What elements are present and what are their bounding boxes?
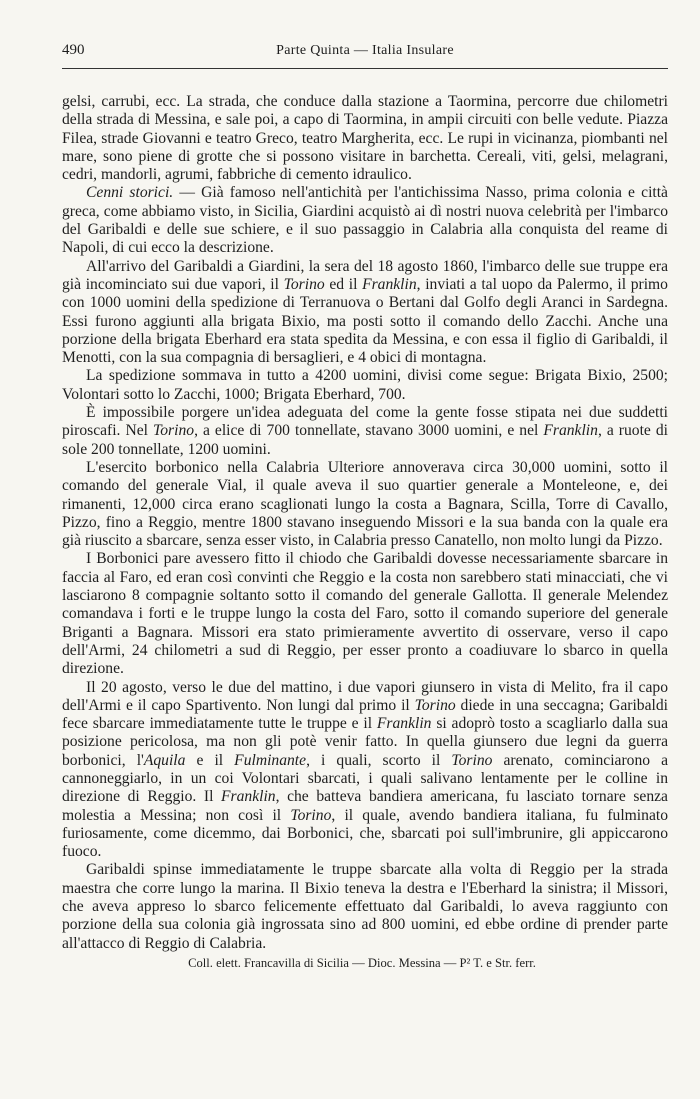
italic-term: Torino <box>153 422 195 440</box>
italic-term: Franklin <box>543 422 598 440</box>
italic-term: Aquila <box>143 751 186 769</box>
italic-term: Franklin <box>376 715 432 733</box>
page-number: 490 <box>62 42 85 58</box>
paragraph: gelsi, carrubi, ecc. La strada, che conduce dalla stazione a Taormina, percorre due chilometri della strada di Messina, e sale poi, a capo di Taormina, in ampii circuiti con belle vedute. Piazza Filea, strade Giovanni e teatro Greco, teatro Margherita, ecc. Le rupi in vicinanza, piombanti nel mare, sono piene di grotte che si possono visitare in barchetta. Cereali, viti, gelsi, melagrani, cedri, mandorli, agrumi, fabbriche di cemento idraulico. <box>62 93 668 184</box>
paragraph: È impossibile porgere un'idea adeguata del come la gente fosse stipata nei due suddetti piroscafi. Nel Torino, a elice di 700 tonnellate, stavano 3000 uomini, e nel Franklin, a ruote di sole 200 tonnellate, 1200 uomini. <box>62 404 668 458</box>
paragraph: Cenni storici. — Già famoso nell'antichità per l'antichissima Nasso, prima colonia e città greca, come abbiamo visto, in Sicilia, Giardini acquistò ai dì nostri nuova celebrità per l'imbarco del Garibaldi e delle sue schiere, e il suo passaggio in Calabria alla conquista del reame di Napoli, di cui ecco la descrizione. <box>62 184 668 257</box>
page-header <box>62 40 668 70</box>
paragraph: I Borbonici pare avessero fitto il chiodo che Garibaldi dovesse necessariamente sbarcare in faccia al Faro, ed eran così convinti che Reggio e la costa non sarebbero stati minacciati, che vi lasciarono 8 compagnie soltanto sotto il comando del generale Gallotta. Il generale Melendez comandava i forti e le truppe lungo la costa del Faro, sotto il comando superiore del generale Briganti a Bagnara. Missori era stato primieramente avvertito di osservare, verso il capo dell'Armi, 24 chilometri a sud di Reggio, per esser pronto a coadiuvare lo sbarco in quella direzione. <box>62 550 668 678</box>
running-title: Parte Quinta — Italia Insulare <box>276 43 454 58</box>
italic-term: Torino <box>414 696 456 714</box>
italic-term: Torino <box>290 806 332 824</box>
italic-term: Torino <box>283 275 325 293</box>
paragraph: L'esercito borbonico nella Calabria Ulteriore annoverava circa 30,000 uomini, sotto il comando del generale Vial, il quale aveva il suo quartier generale a Monteleone, e, dei rimanenti, 12,000 circa erano scaglionati lungo la costa a Bagnara, Scilla, Torre di Cavallo, Pizzo, fino a Reggio, mentre 1800 stavano inseguendo Missori e la sua banda con la quale era già riuscito a sbarcare, senza esser visto, in Calabria presso Canatello, non molto lungi da Pizzo. <box>62 458 668 550</box>
italic-term: Cenni storici. <box>86 184 174 202</box>
body-text <box>62 93 668 972</box>
paragraph: Garibaldi spinse immediatamente le truppe sbarcate alla volta di Reggio per la strada maestra che corre lungo la marina. Il Bixio teneva la destra e l'Eberhard la sinistra; il Missori, che aveva appreso lo sbarco felicemente effettuato dal Garibaldi, lo aveva raggiunto con porzione della sua colonia già ingrossata sino ad 800 uomini, ed ebbe ordine di prender parte all'attacco di Reggio di Calabria. <box>62 861 668 952</box>
italic-term: Franklin <box>221 788 276 806</box>
footer-note: Coll. elett. Francavilla di Sicilia — Dioc. Messina — P² T. e Str. ferr. <box>188 955 536 970</box>
header-rule <box>62 68 668 69</box>
paragraph: All'arrivo del Garibaldi a Giardini, la sera del 18 agosto 1860, l'imbarco delle sue truppe era già incominciato sui due vapori, il Torino ed il Franklin, inviati a tal uopo da Palermo, il primo con 1000 uomini della spedizione di Terranuova o Bertani dal Golfo degli Aranci in Sardegna. Essi furono aggiunti alla brigata Bixio, ma posti sotto il comando dello Zacchi. Anche una porzione della brigata Eberhard era stata spedita da Messina, e con essa il figlio di Garibaldi, il Menotti, con la sua compagnia di bersaglieri, e 4 obici di montagna. <box>62 257 668 367</box>
italic-term: Franklin <box>362 275 417 293</box>
italic-term: Fulminante <box>234 751 307 769</box>
paragraph: La spedizione sommava in tutto a 4200 uomini, divisi come segue: Brigata Bixio, 2500; Volontari sotto lo Zacchi, 1000; Brigata Eberhard, 700. <box>62 367 668 403</box>
paragraph: Il 20 agosto, verso le due del mattino, i due vapori giunsero in vista di Melito, fra il capo dell'Armi e il capo Spartivento. Non lungi dal primo il Torino diede in una seccagna; Garibaldi fece sbarcare immediatamente tutte le truppe e il Franklin si adoprò tosto a scagliarlo dalla sua posizione pericolosa, ma non gli potè venir fatto. In quella giunsero due legni da guerra borbonici, l'Aquila e il Fulminante, i quali, scorto il Torino arenato, cominciarono a cannoneggiarlo, in un coi Volontari sbarcati, i quali salivano lentamente per le colline in direzione di Reggio. Il Franklin, che batteva bandiera americana, fu lasciato tornare senza molestia a Messina; non così il Torino, il quale, avendo bandiera italiana, fu fulminato furiosamente, come dicemmo, dai Borbonici, che, sbarcati poi sull'imbrunire, gli appiccarono fuoco. <box>62 678 669 861</box>
italic-term: Torino <box>451 751 493 769</box>
